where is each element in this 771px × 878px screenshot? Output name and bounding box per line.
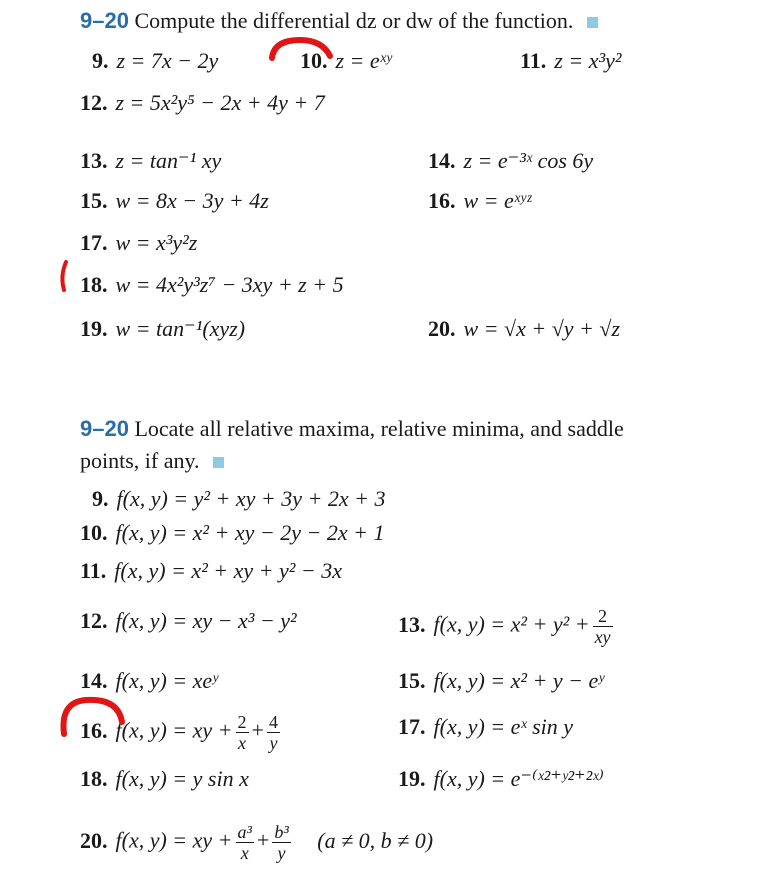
section2-heading-line1	[80, 414, 624, 444]
fraction: $\frac{\text{a³}}{x}$	[237, 822, 252, 863]
s2-problem-20-condition: (a ≠ 0, b ≠ 0)	[317, 827, 434, 853]
s2-problem-13: 13. f(x, y) = x² + y² + $\frac{2}{xy}$	[398, 606, 611, 647]
s1-problem-11: 11. z = x³y²	[520, 48, 622, 73]
s2-problem-20: 20. f(x, y) = xy + $\frac{\text{a³}}{x}$ + $\frac{\text{b³}}{y}$ (a ≠ 0, b ≠ 0)	[80, 822, 434, 863]
s2-problem-19: 19. f(x, y) = e⁻⁽ˣ²⁺ʸ²⁺²ˣ⁾	[398, 766, 604, 791]
fraction: $\frac{4}{y}$	[268, 712, 278, 753]
section1-heading	[80, 6, 598, 36]
s1-problem-19: 19. w = tan⁻¹(xyz)	[80, 316, 246, 341]
s1-problem-14: 14. z = e⁻³ˣ cos 6y	[428, 148, 594, 173]
s2-problem-18: 18. f(x, y) = y sin x	[80, 766, 249, 791]
s1-problem-20: 20. w = √x + √y + √z	[428, 316, 621, 341]
section2-heading-line2	[80, 446, 224, 476]
s1-problem-12: 12. z = 5x²y⁵ − 2x + 4y + 7	[80, 90, 325, 115]
s1-problem-13: 13. z = tan⁻¹ xy	[80, 148, 222, 173]
s2-problem-12: 12. f(x, y) = xy − x³ − y²	[80, 608, 297, 633]
s2-problem-16: 16. f(x, y) = xy + $\frac{2}{x}$ + $\frac{4}{y}$	[80, 712, 278, 753]
s1-problem-18: 18. w = 4x²y³z⁷ − 3xy + z + 5	[80, 272, 344, 297]
s1-problem-17: 17. w = x³y²z	[80, 230, 198, 255]
s2-problem-17: 17. f(x, y) = eˣ sin y	[398, 714, 574, 739]
s2-problem-11: 11. f(x, y) = x² + xy + y² − 3x	[80, 558, 342, 583]
s1-problem-15: 15. w = 8x − 3y + 4z	[80, 188, 269, 213]
annotation-mark-18	[62, 262, 66, 290]
section2-range: 9–20	[80, 416, 129, 441]
s1-problem-9: 9. z = 7x − 2y	[92, 48, 219, 73]
fraction: $\frac{2}{x}$	[237, 712, 247, 753]
s2-problem-9: 9. f(x, y) = y² + xy + 3y + 2x + 3	[92, 486, 386, 511]
s1-problem-16: 16. w = eˣʸᶻ	[428, 188, 531, 213]
section2-instruction-line1: Locate all relative maxima, relative minima, and saddle	[134, 416, 624, 441]
section2-instruction-line2: points, if any.	[80, 448, 200, 473]
s2-problem-14: 14. f(x, y) = xeʸ	[80, 668, 218, 693]
s2-problem-15: 15. f(x, y) = x² + y − eʸ	[398, 668, 604, 693]
fraction: $\frac{2}{xy}$	[594, 606, 611, 647]
section1-range: 9–20	[80, 8, 129, 33]
s1-problem-10: 10. z = eˣʸ	[300, 48, 392, 73]
fraction: $\frac{\text{b³}}{y}$	[274, 822, 289, 863]
end-marker-icon	[587, 17, 598, 28]
end-marker-icon	[213, 457, 224, 468]
s2-problem-10: 10. f(x, y) = x² + xy − 2y − 2x + 1	[80, 520, 385, 545]
section1-instruction: Compute the differential dz or dw of the function.	[134, 8, 574, 33]
